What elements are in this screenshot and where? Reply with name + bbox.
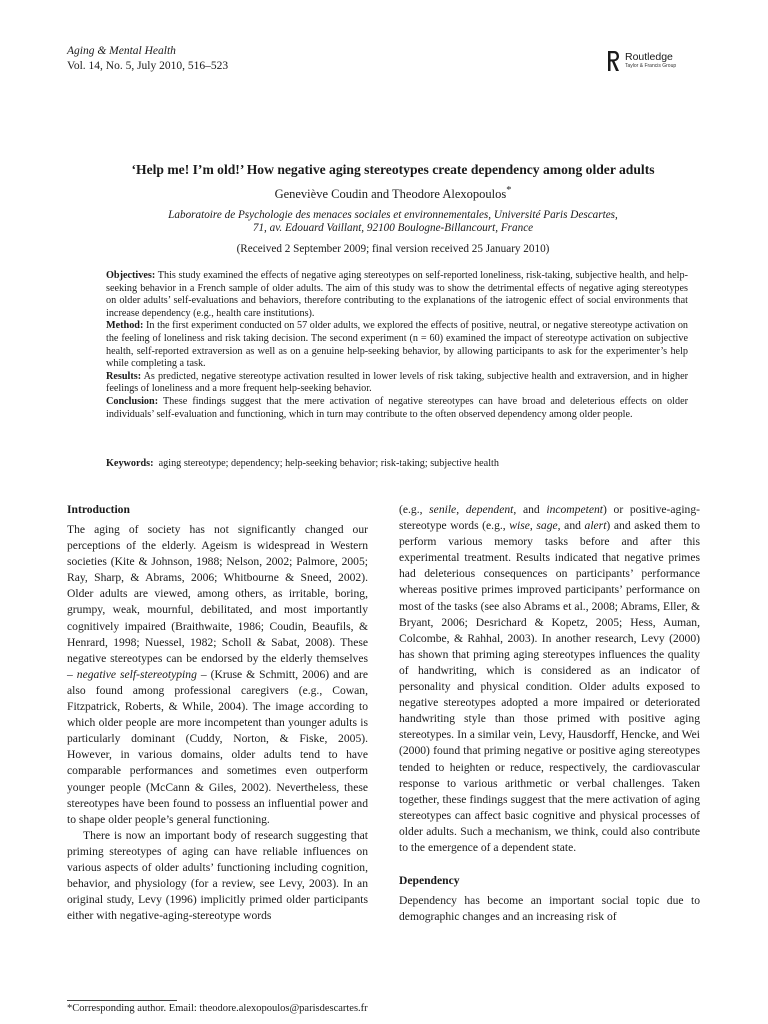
right-p1-text: ) or positive-aging-stereotype words (e.g.,: [399, 503, 701, 533]
word-senile: senile: [429, 503, 457, 516]
received-dates: (Received 2 September 2009; final version received 25 January 2010): [236, 243, 550, 255]
article-title: ‘Help me! I’m old!’ How negative aging stereotypes create dependency among older adults: [131, 162, 655, 177]
right-p1-text: ) and asked them to perform various memory tasks before and after this experimental treatment. Results indicated that negative primes had deleterious consequences on participants’ performance whereas positive primes improved participants’ performance on most of the tasks (see also Abrams et al., 2008; Abrams, Eller, & Bryant, 2006; Desrichard & Kopetz, 2005; Hess, Auman, Colcombe, & Rahhal, 2003). In another research, Levy (2000) has shown that priming aging stereotypes influences the quality of handwriting, which is considered as an indicator of personality and physical condition. Older adults exposed to negative stereotypes adopted a more impaired or deteriorated handwriting style than those primed with positive aging stereotypes. In a similar vein, Levy, Hausdorff, Hencke, and Wei (2000) found that priming negative or positive aging stereotypes tended to heighten or reduce, respectively, the cardiovascular response to various arithmetic or verbal challenges. Taken together, these findings suggest that the mere activation of aging stereotypes can affect basic cognitive and physical processes of older adults. Such a mechanism, we think, could also contribute to the emergence of a dependent state.: [399, 519, 701, 854]
intro-p1-part-b: – (Kruse & Schmitt, 2006) and are also found among professional caregivers (e.g., Cowan, Fitzpatrick, Roberts, & While, 2004). The image according to which older people are more incompetent than younger adults is particularly dominant (Cuddy, Norton, & Fiske, 2005). However, in various domains, older adults tend to have comparable performances and sometimes even outperform younger people (McCann & Giles, 2002). Nevertheless, these stereotypes have been found to possess an influential power and to shape older people’s general functioning.: [67, 667, 368, 826]
affiliation: [67, 209, 719, 235]
intro-paragraph-1: [67, 522, 368, 828]
left-column: [67, 502, 368, 924]
right-p1-text: , and: [513, 503, 547, 516]
word-dependent: dependent: [465, 503, 514, 516]
word-wise: wise: [509, 519, 530, 533]
publisher-subname: Taylor & Francis Group: [625, 63, 677, 69]
word-incompetent: incompetent: [546, 503, 604, 516]
conclusion-text: These findings suggest that the mere activation of negative stereotypes can have broad and deleterious effects on older individuals’ self-evaluation and functioning, which in turn may contribute to the often observed dependency among older people.: [106, 395, 688, 420]
footnote-divider: [67, 1000, 177, 1001]
introduction-heading: Introduction: [67, 503, 130, 516]
publisher-logo: [606, 50, 676, 72]
footnote-corresponding-author: *Corresponding author. Email: theodore.alexopoulos@parisdescartes.fr: [67, 1003, 368, 1014]
dependency-paragraph-1: Dependency has become an important social topic due to demographic changes and an increasing risk of: [399, 894, 700, 924]
right-p1-text: ,: [456, 503, 466, 516]
abstract-objectives: [106, 270, 688, 320]
method-text: In the first experiment conducted on 57 older adults, we explored the effects of positive, neutral, or negative stereotype activation on the feeling of loneliness and risk taking decision. The second experiment (n = 60) examined the impact of stereotype activation on subjective health, self-reported extraversion as well as on a genuine help-seeking behavior, by allowing participants to ask for the experimenter’s help while completing a task.: [106, 320, 689, 370]
journal-name: Aging & Mental Health: [67, 45, 176, 57]
method-label: Method:: [106, 320, 144, 332]
abstract-method: [106, 320, 688, 370]
affiliation-line-1: Laboratoire de Psychologie des menaces sociales et environnementales, Université Paris Descartes,: [168, 209, 618, 221]
affiliation-line-2: 71, av. Edouard Vaillant, 92100 Boulogne-Billancourt, France: [252, 222, 534, 234]
results-label: Results:: [106, 370, 142, 382]
right-p1-text: ,: [529, 519, 537, 533]
intro-paragraph-2: There is now an important body of research suggesting that priming stereotypes of aging can have reliable influences on various aspects of older adults’ functioning including cognition, behavior, and physiology (for a review, see Levy, 2003). In an original study, Levy (1996) implicitly primed older participants either with negative-aging-stereotype words: [67, 828, 368, 923]
dependency-heading: Dependency: [399, 874, 460, 888]
objectives-label: Objectives:: [106, 270, 156, 281]
results-text: As predicted, negative stereotype activation resulted in lower levels of risk taking, subjective health and extraversion, and in higher feelings of loneliness and a more frequent help-seeking behavior.: [106, 370, 688, 395]
publisher-name: Routledge: [625, 51, 673, 63]
intro-p1-part-a: The aging of society has not significantly changed our perceptions of the elderly. Ageism is widespread in Western societies (Kite & Johnson, 1988; Nelson, 2002; Palmore, 2005; Ray, Sharp, & Abrams, 2006; Whitbourne & Sneed, 2002). Older adults are viewed, among others, as irritable, boring, grumpy, weak, mournful, debilitated, and most importantly cognitively impaired (Braithwaite, 1986; Coudin, Beaufils, & Henrard, 1998; Nuessel, 1982; Scholl & Sabat, 2008). These negative stereotypes can be endorsed by the elderly themselves –: [67, 523, 368, 681]
right-p1-text: , and: [557, 519, 585, 533]
right-p1-text: (e.g.,: [399, 503, 430, 516]
corresponding-mark: *: [506, 185, 512, 196]
article-authors: [67, 185, 719, 202]
right-paragraph-1: [399, 502, 700, 856]
routledge-logo-icon: [606, 50, 620, 72]
keywords-label: Keywords:: [106, 458, 154, 469]
keywords-text: aging stereotype; dependency; help-seeking behavior; risk-taking; subjective health: [158, 458, 499, 469]
right-column: [399, 502, 700, 925]
journal-header: [67, 44, 228, 74]
abstract-conclusion: [106, 396, 688, 421]
journal-volume: Vol. 14, No. 5, July 2010, 516–523: [67, 60, 229, 72]
keywords: [106, 458, 688, 469]
word-alert: alert: [584, 519, 607, 533]
objectives-text: This study examined the effects of negative aging stereotypes on self-reported loneliness, risk-taking, subjective health, and help-seeking behavior in a French sample of older adults. The aim of this study was to show the detrimental effects of negative aging stereotypes on older adults’ self-evaluations and behaviors, therefore contributing to the explanations of the iatrogenic effect of social environments that increase dependency (e.g., health care institutions).: [106, 270, 688, 319]
abstract: [106, 270, 688, 421]
intro-p1-emphasis: negative self-stereotyping: [76, 667, 197, 681]
conclusion-label: Conclusion:: [106, 395, 159, 407]
word-sage: sage: [536, 519, 558, 533]
abstract-results: [106, 371, 688, 396]
author-names: Geneviève Coudin and Theodore Alexopoulos: [274, 187, 507, 202]
